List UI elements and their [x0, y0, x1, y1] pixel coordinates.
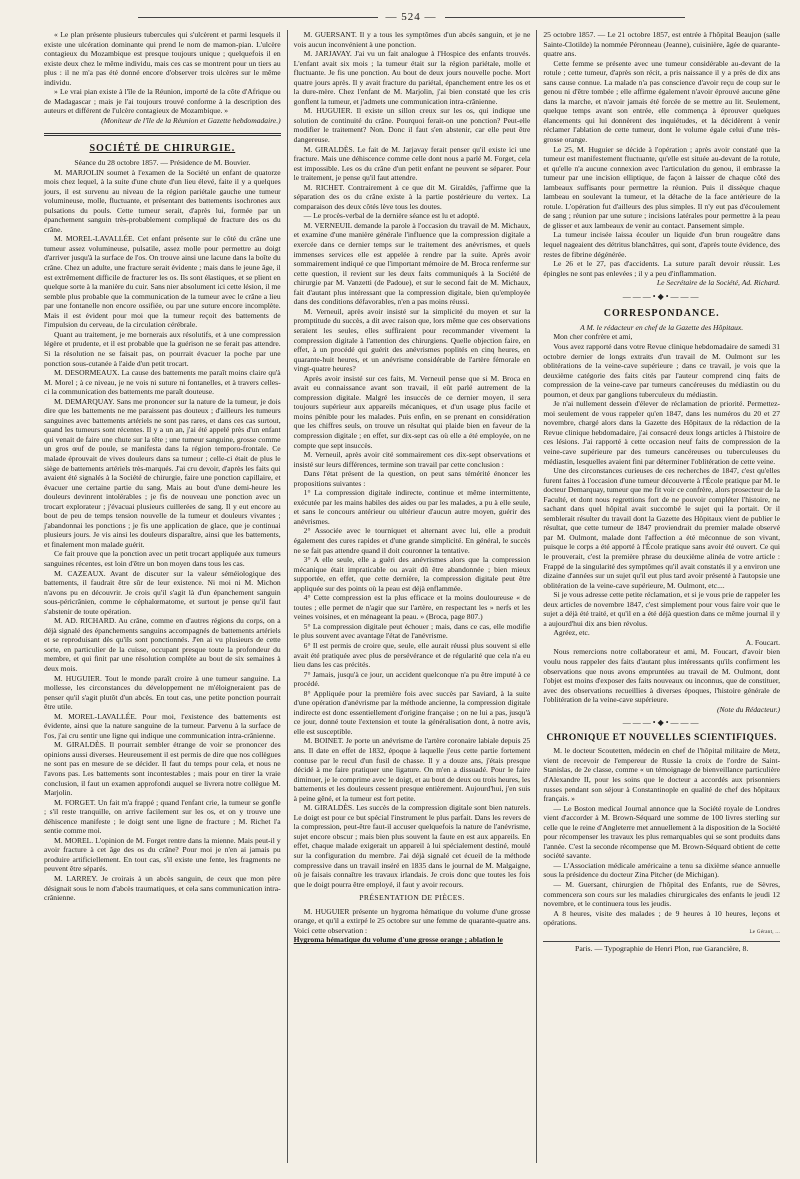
pian-paragraph-2: » Le vrai pian existe à l'île de la Réunion, importé de la côte d'Afrique ou de Madagascar ; mais je l'ai toujours trouvé conforme à la description des auteurs et différent de l'ulcère contagieux de Mozambique. »: [44, 87, 281, 116]
column-1: [38, 30, 287, 1163]
verneuil-paragraph-4: M. Verneuil, après avoir cité sommairement ces dix-sept observations et insisté sur leurs différences, termine son travail par cette conclusion :: [293, 450, 531, 469]
letter-salutation: Mon cher confrère et ami,: [553, 332, 633, 342]
gerant-line: Le Gérant, ...: [749, 929, 781, 935]
morel-second-paragraph: M. MOREL. L'opinion de M. Forget rentre dans la mienne. Mais peut-il y avoir fracture à cet âge des os du crâne? Pour moi je n'en ai jamais pu produire artificiellement. En tout cas, s'il existe une fente, les fragments ne peuvent être séparés.: [44, 835, 281, 874]
demarquay-paragraph: M. DEMARQUAY. Sans me prononcer sur la nature de la tumeur, je dois dire que les battements ne me paraissent pas douteux ; d'ailleurs les tumeurs sanguines avec battements artériels ne sont pas rares, et dans ces cas surtout, quand les tumeurs sont récentes. Il y a un an, j'ai été appelé près d'un enfant qui venait de faire une chute sur la tête ; une tumeur sanguine, grosse comme un gros œuf de poule, se manifesta dans la région temporo-frontale. Ce malade éprouvait de vives douleurs dans sa tumeur ; celle-ci était de plus le siège de battements artériels très-marqués. J'ai cru devoir, d'après les faits qui avaient été signalés à la Société de chirurgie, faire une ponction capillaire, et évacuer une certaine partie du sang. Mais au bout d'une demi-heure les douleurs devinrent intolérables ; je fis de nouveau une ponction avec un trocart explorateur ; j'évacuai plusieurs cuillerées de sang. Il y eut encore au bout de peu de temps tension nouvelle de la tumeur et douleurs vivantes ; j'abandonnai les ponctions ; je fis une application de glace, que je continuai plusieurs jours. Je vis ainsi les douleurs disparaître, ainsi que les battements, et finalement mon malade guérit.: [44, 396, 281, 549]
letter-paragraph-4: Si je vous adresse cette petite réclamation, et si je vous prie de rappeler les deux articles de novembre 1847, c'est simplement pour vous faire voir que le sujet a déjà été traité, et qu'il en a été déjà question dans ce même journal il y a aujourd'hui dix ans bien révolus.: [543, 590, 781, 628]
jarjavay-paragraph: M. JARJAVAY. J'ai vu un fait analogue à l'Hospice des enfants trouvés. L'enfant avait six mois ; la tumeur était sur la région pariétale, molle et fluctuante. Je fis une ponction. Au bout de deux jours nouvelle poche. Mort quatre jours après. Il y avait fracture du pariétal, épanchement entre les os et la dure-mère. Chez l'enfant de M. Marjolin, j'ai bien constaté que les cris gonflent la tumeur, et j'admets une communication intra-crânienne.: [293, 49, 531, 106]
guersant-paragraph: M. GUERSANT. Il y a tous les symptômes d'un abcès sanguin, et je ne vois aucun inconvénient à une ponction.: [293, 30, 531, 49]
verneuil-paragraph: M. VERNEUIL demande la parole à l'occasion du travail de M. Michaux, et examine d'une manière générale l'influence que la compression digitale a exercée dans ce dernier temps sur le traitement des anévrismes, et quels immenses services elle est appelée à rendre par la suite. Après avoir sommairement indiqué ce que l'important mémoire de M. Broca renferme sur cette question, il revient sur les deux faits communiqués à la Société de chirurgie par M. Vanzetti (de Padoue), et sur le second fait de M. Michaux, fait d'autant plus intéressant que la compression digitale, bien qu'employée dans des conditions défavorables, n'en a pas moins réussi.: [293, 220, 531, 307]
proposition-6: 6° Il est permis de croire que, seule, elle aurait réussi plus souvent si elle avait été pratiquée avec plus de persévérance et de régularité que cela n'a eu lieu dans les cas précités.: [293, 641, 531, 670]
hygroma-title: Hygroma hématique du volume d'une grosse orange ; ablation le: [293, 935, 503, 945]
section-heading-societe-chirurgie: SOCIÉTÉ DE CHIRURGIE.: [89, 143, 236, 155]
ornament-divider: ———•◆•———: [622, 291, 701, 301]
section-divider: [44, 133, 281, 136]
proces-verbal-line: — Le procès-verbal de la dernière séance est lu et adopté.: [303, 211, 480, 221]
presentation-pieces-heading: PRÉSENTATION DE PIÈCES.: [359, 893, 465, 903]
cazeaux-paragraph: M. CAZEAUX. Avant de discuter sur la valeur séméiologique des battements, il faudrait être sûr de leur existence. Ni moi ni M. Michon n'avons pu en découvrir. Je crois qu'il s'agit là d'un épanchement sanguin sous-péricrânien, comme le céphalœmatome, et surtout je pense qu'il faut s'abstenir de toute opération.: [44, 568, 281, 616]
observation-paragraph-4: La tumeur incisée laissa écouler un liquide d'un brun rougeâtre dans lequel nageaient des détritus blanchâtres, qui sont, d'après toute évidence, des restes de fibrine dégénérée.: [543, 230, 781, 259]
chronique-paragraph-2: — Le Boston medical Journal annonce que la Société royale de Londres vient d'accorder à M. Brown-Séquard une somme de 100 livres sterling sur celle que le reine d'Angleterre met annuellement à la disposition de la Société pour récompenser les travaux les plus remarquables qui se sont produits dans l'année. C'est la seconde récompense que M. Brown-Séquard obtient de cette société savante.: [543, 803, 781, 861]
proposition-4: 4° Cette compression est la plus efficace et la moins douloureuse « de toutes ; elle permet de n'agir que sur l'artère, en respectant les » nerfs et les veines voisines, et en ménageant la peau. » (Broca, page 807.): [293, 593, 531, 622]
foucart-signature: A. Foucart.: [745, 637, 781, 647]
proposition-5: 5° La compression digitale peut échouer ; mais, dans ce cas, elle modifie le plus souvent avec avantage l'état de l'anévrisme.: [293, 621, 531, 641]
letter-closing: Agréez, etc.: [553, 628, 590, 638]
propositions-intro: Dans l'état présent de la question, on peut sans témérité énoncer les propositions suivantes :: [293, 469, 531, 488]
larrey-paragraph: M. LARREY. Je croirais à un abcès sanguin, de ceux que mon père désignait sous le nom d'abcès traumatiques, et cela sans communication intra-crânienne.: [44, 874, 281, 903]
chronique-paragraph-5: A 8 heures, visite des malades ; de 9 heures à 10 heures, leçons et opérations.: [543, 908, 781, 928]
observation-paragraph-5: Le 26 et le 27, pas d'accidents. La suture paraît devoir réussir. Les épingles ne sont pas enlevées ; il y a peu d'inflammation.: [543, 259, 781, 278]
giraldes-paragraph-3: M. GIRALDÈS. Les succès de la compression digitale sont bien naturels. Le doigt est pour ce but spécial l'instrument le plus parfait. Dans les revers de la compression, peut-être faut-il accuser quelquefois la nature de l'anévrisme, sujet encore obscur ; mais bien plus souvent la faute en est aux appareils. En effet, chaque malade exigerait un appareil à lui spécialement destiné, moulé sur la configuration du membre. J'ai déjà signalé cet écueil de la méthode compressive dans un travail inséré en 1835 dans le journal de M. Malgaigne, où je faisais connaître les travaux irlandais. Je crois donc que toutes les fois que le doigt pourra être employé, il faut y avoir recours.: [293, 803, 531, 889]
page-number: — 524 —: [38, 6, 784, 28]
verneuil-paragraph-3: Après avoir insisté sur ces faits, M. Verneuil pense que si M. Broca en avait eu connaissance avant son travail, il eût parlé autrement de la compression digitale. Malgré les insuccès de ce dernier moyen, il sera toujours supérieur aux appareils mécaniques, et d'un usage plus facile et moins pénible pour les malades. Puis enfin, en se prenant en considération que les chiffres seuls, on trouve un résultat qui plaide bien en faveur de la compression digitale ; en effet, sur dix-sept cas où elle a été employée, on ne compte que sept insuccès.: [293, 373, 531, 450]
boinet-paragraph: M. BOINET. Je porte un anévrisme de l'artère coronaire labiale depuis 25 ans. Il date en effet de 1832, époque à laquelle j'eus cette partie fortement contuse par le recul d'un fusil de chasse. Il y a douze ans, j'étais presque décidé à me faire pratiquer une ligature. On m'en a dissuadé. Pour le faire diminuer, je le comprime avec le doigt, et au bout de deux ou trois heures, les battements et les douleurs cessent presque entièrement. Aujourd'hui, j'en suis à peine gêné, et la tumeur est fort petite.: [293, 736, 531, 803]
ponction-paragraph: Ce fait prouve que la ponction avec un petit trocart appliquée aux tumeurs sanguines récentes, est loin d'être un bon moyen dans tous les cas.: [44, 549, 281, 568]
verneuil-paragraph-2: M. Verneuil, après avoir insisté sur la simplicité du moyen et sur la promptitude du succès, a dit avec raison que, lors même que ces observations seraient les seules, elles suffiraient pour recommander vivement la compression digitale à l'attention des chirurgiens. Quelle objection faire, en effet, à un procédé qui guérit des anévrismes poplités en cinq heures, en quarante-huit heures, et un anévrisme considérable de l'artère fémorale en vingt-quatre heures?: [293, 306, 531, 374]
huguier-paragraph: M. HUGUIER. Tout le monde paraît croire à une tumeur sanguine. La mollesse, les circonstances du développement ne m'éloigneraient pas de penser qu'il s'agit plutôt d'un abcès. En tout cas, une petite ponction pourrait être utile.: [44, 673, 281, 712]
seance-line: Séance du 28 octobre 1857. — Présidence de M. Bouvier.: [74, 158, 251, 168]
observation-paragraph-3: Le 25, M. Huguier se décide à l'opération ; après avoir constaté que la tumeur est manifestement fluctuante, qu'elle est située au-devant de la rotule, et qu'elle n'a aucune connexion avec l'articulation du genou, il embrasse la tumeur par une incision elliptique, de façon à laisser de chaque côté des lambeaux suffisants pour permettre la réunion. Puis il dissèque chaque lambeau en soulevant la tumeur, et la détache de la face antérieure de la rotule. L'opération fut d'ailleurs des plus simples. Il n'y eut pas d'écoulement de sang ; réunion par une suture ; incisions latérales pour permettre à la peau de glisser et aux lambeaux de venir au contact. Pansement simple.: [543, 144, 781, 230]
columns: [38, 30, 786, 1163]
observation-paragraph-2: Cette femme se présente avec une tumeur considérable au-devant de la rotule ; cette tumeur, d'après son récit, a pris naissance il y a près de dix ans sans cause connue. La malade n'a pas conscience d'avoir reçu de coup sur le genou ni d'être tombée ; elle affirme également n'avoir éprouvé aucune gêne dans la marche, et n'avoir jamais été forcée de se mettre au lit. Seulement, quelque temps avant son entrée, elle commença à éprouver quelques élancements qui lui donnèrent des inquiétudes, et la décidèrent à venir réclamer l'ablation de cette tumeur, dont le volume égale celui d'une très-grosse orange.: [543, 58, 781, 145]
proposition-3: 3° A elle seule, elle a guéri des anévrismes alors que la compression mécanique était impraticable ou avait dû être abandonnée ; bien mieux supportée, en effet, que cette dernière, la compression digitale peut être appliquée sur des points où la peau est déjà enflammée.: [293, 555, 531, 593]
printer-imprint: Paris. — Typographie de Henri Plon, rue Garancière, 8.: [543, 941, 780, 954]
letter-paragraph-3: Une des circonstances curieuses de ces recherches de 1847, c'est qu'elles furent faites à l'occasion d'une tumeur découverte à l'École pratique par M. le docteur Demarquay, tumeur que me fit voir ce confrère, alors prosecteur de la Faculté, et dont nous regrettions fort de ne pouvoir compléter l'histoire, ne sachant dans quel hôpital avait succombé le sujet qui la portait. Or il semblerait résulter du travail dont la Gazette des Hôpitaux vient de publier le résultat, que cette tumeur de 1847 proviendrait du premier malade observé par M. Oulmont, malade dont l'affection a été méconnue de son vivant, puisque le corps a été apporté à l'École pratique sans avoir été ouvert. Ce qui le prouverait, c'est la première phrase du deuxième alinéa de votre article : Frappé de la singularité des symptômes qu'il avait constatés il y a environ une dizaine d'années sur un sujet qu'il eut plus tard avoir présenté à l'autopsie une oblitération de la veine-cave supérieure, M. Oulmont, etc....: [543, 466, 781, 590]
editor-note: (Note du Rédacteur.): [716, 704, 781, 714]
chronique-paragraph-4: — M. Guersant, chirurgien de l'hôpital des Enfants, rue de Sèvres, commencera son cours sur les maladies chirurgicales des enfants le jeudi 12 novembre, et le continuera tous les jeudis.: [543, 880, 781, 909]
proposition-7: 7° Jamais, jusqu'à ce jour, un accident quelconque n'a pu être imputé à ce procédé.: [293, 669, 531, 689]
secretary-signature: Le Secrétaire de la Société, Ad. Richard.: [656, 278, 781, 288]
richard-paragraph: M. AD. RICHARD. Au crâne, comme en d'autres régions du corps, on a déjà signalé des épanchements sanguins accompagnés de battements artériels et se reproduisant dès qu'ils sont ponctionnés. J'en ai vu plusieurs de cette sorte, en particulier de la cuisse, occupant presque toute la profondeur du membre, et qui finit par une résolution complète au bout de six semaines à deux mois.: [44, 616, 281, 673]
editor-reply-paragraph: Nous remercions notre collaborateur et ami, M. Foucart, d'avoir bien voulu nous rappeler des faits d'autant plus intéressants qu'ils confirment les observations que nous avons empruntées au travail de M. Oulmont, dont l'objet est moins d'exposer des faits nouveaux ou inconnus, que de constituer, avec des observations recueillies à diverses époques, l'histoire générale de l'oblitération de la veine-cave supérieure.: [543, 647, 781, 705]
giraldes-paragraph-2: M. GIRALDÈS. Le fait de M. Jarjavay ferait penser qu'il existe ici une fracture. Mais une déhiscence comme celle dont nous a parlé M. Forget, cela est impossible. Les os du crâne d'un petit enfant ne peuvent se séparer. Pour le traitement, je pense qu'il faut attendre.: [293, 144, 531, 183]
pian-paragraph-1: « Le plan présente plusieurs tubercules qui s'ulcèrent et parmi lesquels il existe une ulcération dominante qui prend le nom de mamon-pian. L'ulcère contagieux du Mozambique est presque toujours unique ; quelquefois il en existe deux chez le même individu, mais ces cas se montrent pour un tiers au plus : il ne m'a pas été donné encore d'observer trois ulcères sur le même individu.: [44, 30, 281, 87]
proposition-1: 1° La compression digitale indirecte, continue et même intermittente, exécutée par les mains habiles des aides ou par les malades, a pu à elle seule, et sans le concours antérieur ou ultérieur d'aucun autre moyen, guérir des anévrismes.: [293, 488, 531, 526]
morel-paragraph: M. MOREL-LAVALLÉE. Cet enfant présente sur le côté du crâne une tumeur assez volumineuse, pulsatile, assez molle pour permettre au doigt d'arriver jusqu'à la surface de l'os. On trouve ainsi une lacune dans la boîte du crâne. Chez un adulte, une fracture serait évidente ; mais dans le jeune âge, il est extrêmement difficile de fracturer les os. Ils sont élastiques, et se plient en quelque sorte à la manière du cuir. Sans nier absolument ici cette lésion, il me semble plus probable que la communication de la tumeur avec le crâne a lieu par une fontanelle non encore ossifiée, ou par une suture encore incomplète. Mais il est évident pour moi que la tumeur reçoit des battements de l'impulsion du cerveau, de la circulation cérébrale.: [44, 234, 281, 330]
chronique-paragraph-1: M. le docteur Scoutetten, médecin en chef de l'hôpital militaire de Metz, vient de recevoir de l'empereur de Russie la croix de l'ordre de Saint-Stanislas, de 2e classe, comme « un témoignage de bienveillance particulière d'Alexandre II, pour les soins que le docteur a accordés aux prisonniers russes pendant son séjour à Constantinople en qualité de chef des hôpitaux français. »: [543, 746, 781, 804]
column-3: [536, 30, 786, 1163]
observation-paragraph-1: 25 octobre 1857. — Le 21 octobre 1857, est entrée à l'hôpital Beaujon (salle Sainte-Clotilde) la nommée Péronneau (Jeanne), cuisinière, âgée de quarante-quatre ans.: [543, 30, 781, 59]
proposition-8: 8° Appliquée pour la première fois avec succès par Saviard, à la suite d'une opération d'anévrisme par la méthode ancienne, la compression digitale indirecte est donc essentiellement d'origine française ; on ne lui a pas, jusqu'à ce jour, donné toute l'extension et toute la généralisation dont, à notre avis, elle est susceptible.: [293, 688, 531, 736]
traitement-paragraph: Quant au traitement, je me bornerais aux résolutifs, et à une compression légère et prudente, et il est probable que la guérison ne se ferait pas attendre. Si la résolution ne se faisait pas, on pourrait évacuer la poche par une ponction sous-cutanée à l'aide d'un petit trocart.: [44, 329, 281, 368]
source-citation: (Moniteur de l'île de la Réunion et Gazette hebdomadaire.): [101, 115, 281, 125]
letter-paragraph-2: Je n'ai nullement dessein d'élever de réclamation de priorité. Permettez-moi seulement de vous rappeler qu'en 1847, dans les numéros du 20 et 27 novembre, chargé alors dans la Gazette des Hôpitaux de la rédaction de la Revue clinique hebdomadaire, j'ai consacré deux longs articles à l'histoire de ces lésions. J'ai rapporté à cette occasion neuf faits de compression de la veine-cave supérieure par des tumeurs cancéreuses ou tuberculeuses du médiastin, lesquelles avaient fini par déterminer l'oblitération de cette veine.: [543, 399, 781, 466]
forget-paragraph: M. FORGET. Un fait m'a frappé ; quand l'enfant crie, la tumeur se gonfle ; s'il reste tranquille, on arrive facilement sur les os, et on y trouve une déhiscence manifeste ; le doigt sent une ligne de fracture ; M. Richet l'a sentie comme moi.: [44, 797, 281, 836]
ornament-divider-2: ———•◆•———: [622, 718, 701, 728]
desormeaux-paragraph: M. DESORMEAUX. La cause des battements me paraît moins claire qu'à M. Morel ; à ce niveau, je ne vois ni suture ni fontanelles, et à travers celles-ci la communication des battements me paraît douteuse.: [44, 368, 281, 397]
letter-paragraph-1: Vous avez rapporté dans votre Revue clinique hebdomadaire de samedi 31 octobre dernier de longs extraits d'un travail de M. Oulmont sur les oblitérations de la veine-cave supérieure ; dans ce travail, je vois que la deuxième catégorie des faits cités par l'auteur comprend cinq faits de compression de la veine-cave par tumeurs cancéreuses du médiastin ou du poumon, et deux par ganglions tuberculeux du médiastin.: [543, 341, 781, 399]
morel-lavallee-paragraph: M. MOREL-LAVALLÉE. Pour moi, l'existence des battements est évidente, ainsi que la nature sanguine de la tumeur. Parvenu à la surface de l'os, j'ai cru sentir une ligne qui indique une communication intra-crânienne.: [44, 711, 281, 740]
chronique-paragraph-3: — L'Association médicale américaine a tenu sa dixième séance annuelle sous la présidence du docteur Zina Pitcher (de Michigan).: [543, 860, 781, 880]
huguier-paragraph-2: M. HUGUIER. Il existe un sillon creux sur les os, qui indique une solution de continuité du crâne. Pourquoi ferait-on une ponction? Peut-elle modifier le traitement? Non. Donc il faut s'en abstenir, car elle peut être dangereuse.: [293, 106, 531, 145]
richet-paragraph: M. RICHET. Contrairement à ce que dit M. Giraldès, j'affirme que la séparation des os du crâne existe à la partie postérieure du vertex. La comparaison des deux côtés lève tous les doutes.: [293, 182, 531, 211]
huguier-presentation-paragraph: M. HUGUIER présente un hygroma hématique du volume d'une grosse orange, et qu'il a extirpé le 25 octobre sur une femme de quarante-quatre ans. Voici cette observation :: [293, 906, 531, 935]
giraldes-paragraph: M. GIRALDÈS. Il pourrait sembler étrange de voir se prononcer des opinions aussi diverses. Heureusement il est permis de dire que nos collègues ne sont pas en mesure de se décider. Il faut du temps pour cela, et nous ne l'avons pas. Les battements sont incontestables ; mais pour en tirer la vraie conclusion, il faut un examen approfondi auquel se livrera notre collègue M. Marjolin.: [44, 740, 281, 798]
letter-address: A M. le rédacteur en chef de la Gazette des Hôpitaux.: [580, 322, 744, 332]
column-2: [287, 30, 537, 1163]
section-heading-correspondance: CORRESPONDANCE.: [603, 308, 720, 320]
proposition-2: 2° Associée avec le tourniquet et alternant avec lui, elle a produit également des cures rapides et d'une grande simplicité. En général, le succès ne se fait pas attendre quand il doit couronner la tentative.: [293, 526, 531, 555]
marjolin-paragraph: M. MARJOLIN soumet à l'examen de la Société un enfant de quatorze mois chez lequel, à la suite d'une chute d'un lieu élevé, faite il y a quelques jours, il est survenu au niveau de la région pariétale gauche une tumeur volumineuse, molle, fluctuante, et présentant des battements isochrones aux pulsations du pouls. Cette tumeur serait, d'après lui, formée par un épanchement sanguin très-probablement compliqué de fracture des os du crâne.: [44, 167, 281, 234]
section-heading-chronique: CHRONIQUE ET NOUVELLES SCIENTIFIQUES.: [546, 732, 777, 743]
